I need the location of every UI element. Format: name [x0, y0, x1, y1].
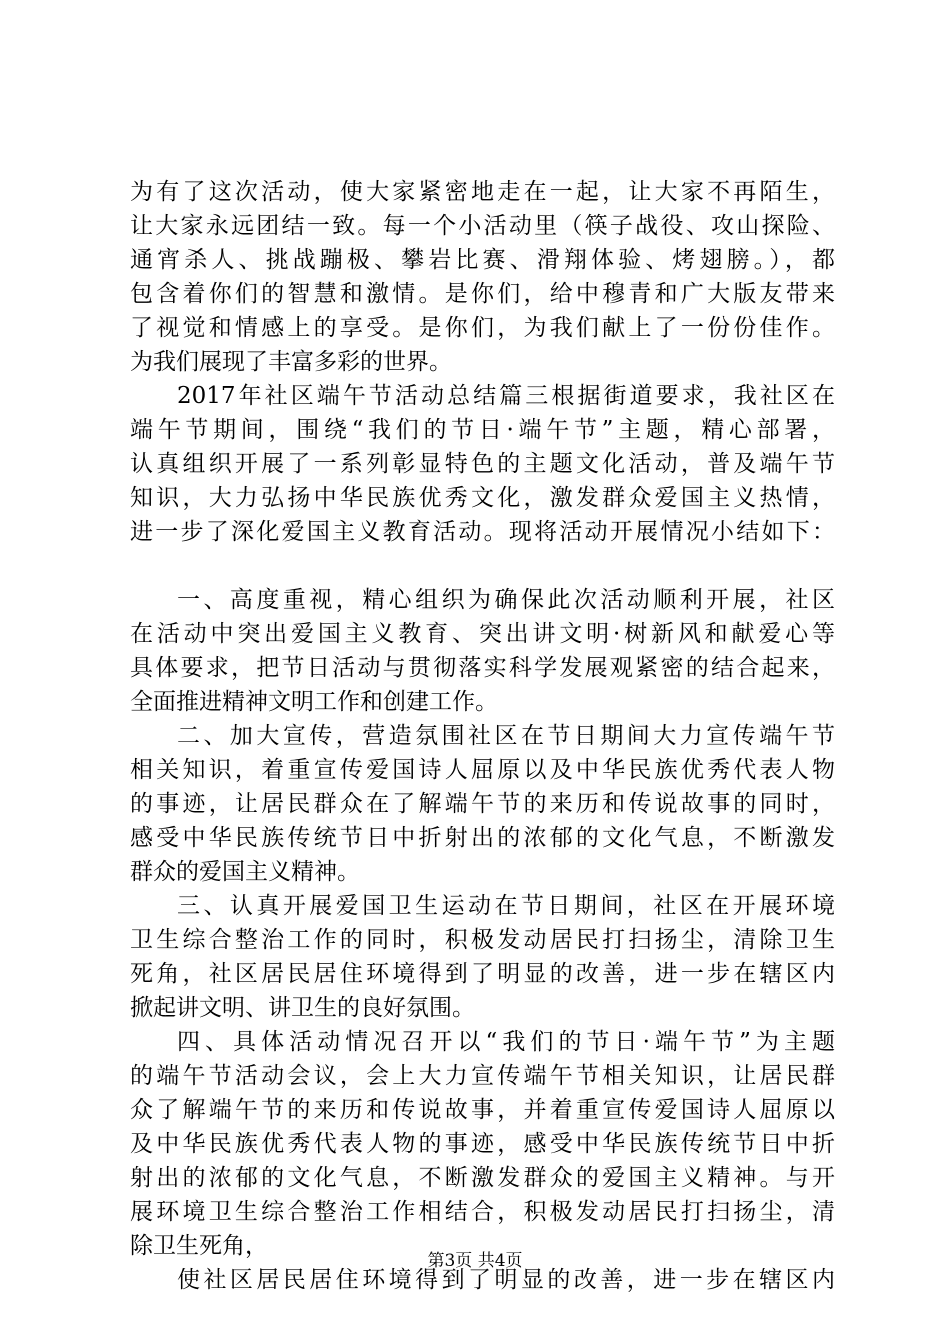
page-number-footer: 第3页 共4页 [427, 1251, 523, 1271]
document-body [130, 175, 835, 1297]
text-line: 众了解端午节的来历和传说故事，并着重宣传爱国诗人屈原以 [130, 1097, 835, 1123]
text-line: 2017年社区端午节活动总结篇三根据街道要求，我社区在 [177, 383, 835, 409]
text-line: 的端午节活动会议，会上大力宣传端午节相关知识，让居民群 [130, 1063, 835, 1089]
text-line: 包含着你们的智慧和激情。是你们，给中穆青和广大版友带来 [130, 281, 835, 307]
text-line: 展环境卫生综合整治工作相结合，积极发动居民打扫扬尘，清 [130, 1199, 835, 1225]
text-line: 使社区居民居住环境得到了明显的改善，进一步在辖区内 [177, 1267, 835, 1293]
text-line: 及中华民族优秀代表人物的事迹，感受中华民族传统节日中折 [130, 1131, 835, 1157]
text-line: 在活动中突出爱国主义教育、突出讲文明·树新风和献爱心等 [130, 621, 835, 647]
text-line: 感受中华民族传统节日中折射出的浓郁的文化气息，不断激发 [130, 825, 835, 851]
text-line: 了视觉和情感上的享受。是你们，为我们献上了一份份佳作。 [130, 315, 835, 341]
text-line: 二、加大宣传，营造氛围社区在节日期间大力宣传端午节 [177, 723, 835, 749]
text-line: 让大家永远团结一致。每一个小活动里（筷子战役、攻山探险、 [130, 213, 835, 239]
text-line: 端午节期间，围绕“我们的节日·端午节”主题，精心部署， [130, 417, 835, 443]
text-line: 进一步了深化爱国主义教育活动。现将活动开展情况小结如下： [130, 519, 835, 545]
text-line: 相关知识，着重宣传爱国诗人屈原以及中华民族优秀代表人物 [130, 757, 835, 783]
text-line: 射出的浓郁的文化气息，不断激发群众的爱国主义精神。与开 [130, 1165, 835, 1191]
text-line: 认真组织开展了一系列彰显特色的主题文化活动，普及端午节 [130, 451, 835, 477]
text-line: 死角，社区居民居住环境得到了明显的改善，进一步在辖区内 [130, 961, 835, 987]
text-line: 的事迹，让居民群众在了解端午节的来历和传说故事的同时， [130, 791, 835, 817]
text-line: 卫生综合整治工作的同时，积极发动居民打扫扬尘，清除卫生 [130, 927, 835, 953]
text-line: 全面推进精神文明工作和创建工作。 [130, 689, 498, 715]
text-line: 知识，大力弘扬中华民族优秀文化，激发群众爱国主义热情， [130, 485, 835, 511]
text-line: 为我们展现了丰富多彩的世界。 [130, 349, 452, 375]
text-line: 一、高度重视，精心组织为确保此次活动顺利开展，社区 [177, 587, 835, 613]
text-line: 三、认真开展爱国卫生运动在节日期间，社区在开展环境 [177, 893, 835, 919]
text-line: 群众的爱国主义精神。 [130, 859, 360, 885]
text-line: 为有了这次活动，使大家紧密地走在一起，让大家不再陌生， [130, 179, 835, 205]
paragraph-gap [130, 549, 835, 583]
text-line: 具体要求，把节日活动与贯彻落实科学发展观紧密的结合起来， [130, 655, 835, 681]
text-line: 四、具体活动情况召开以“我们的节日·端午节”为主题 [177, 1029, 835, 1055]
text-line: 掀起讲文明、讲卫生的良好氛围。 [130, 995, 475, 1021]
text-line: 除卫生死角， [130, 1233, 268, 1259]
text-line: 通宵杀人、挑战蹦极、攀岩比赛、滑翔体验、烤翅膀。），都 [130, 247, 835, 273]
